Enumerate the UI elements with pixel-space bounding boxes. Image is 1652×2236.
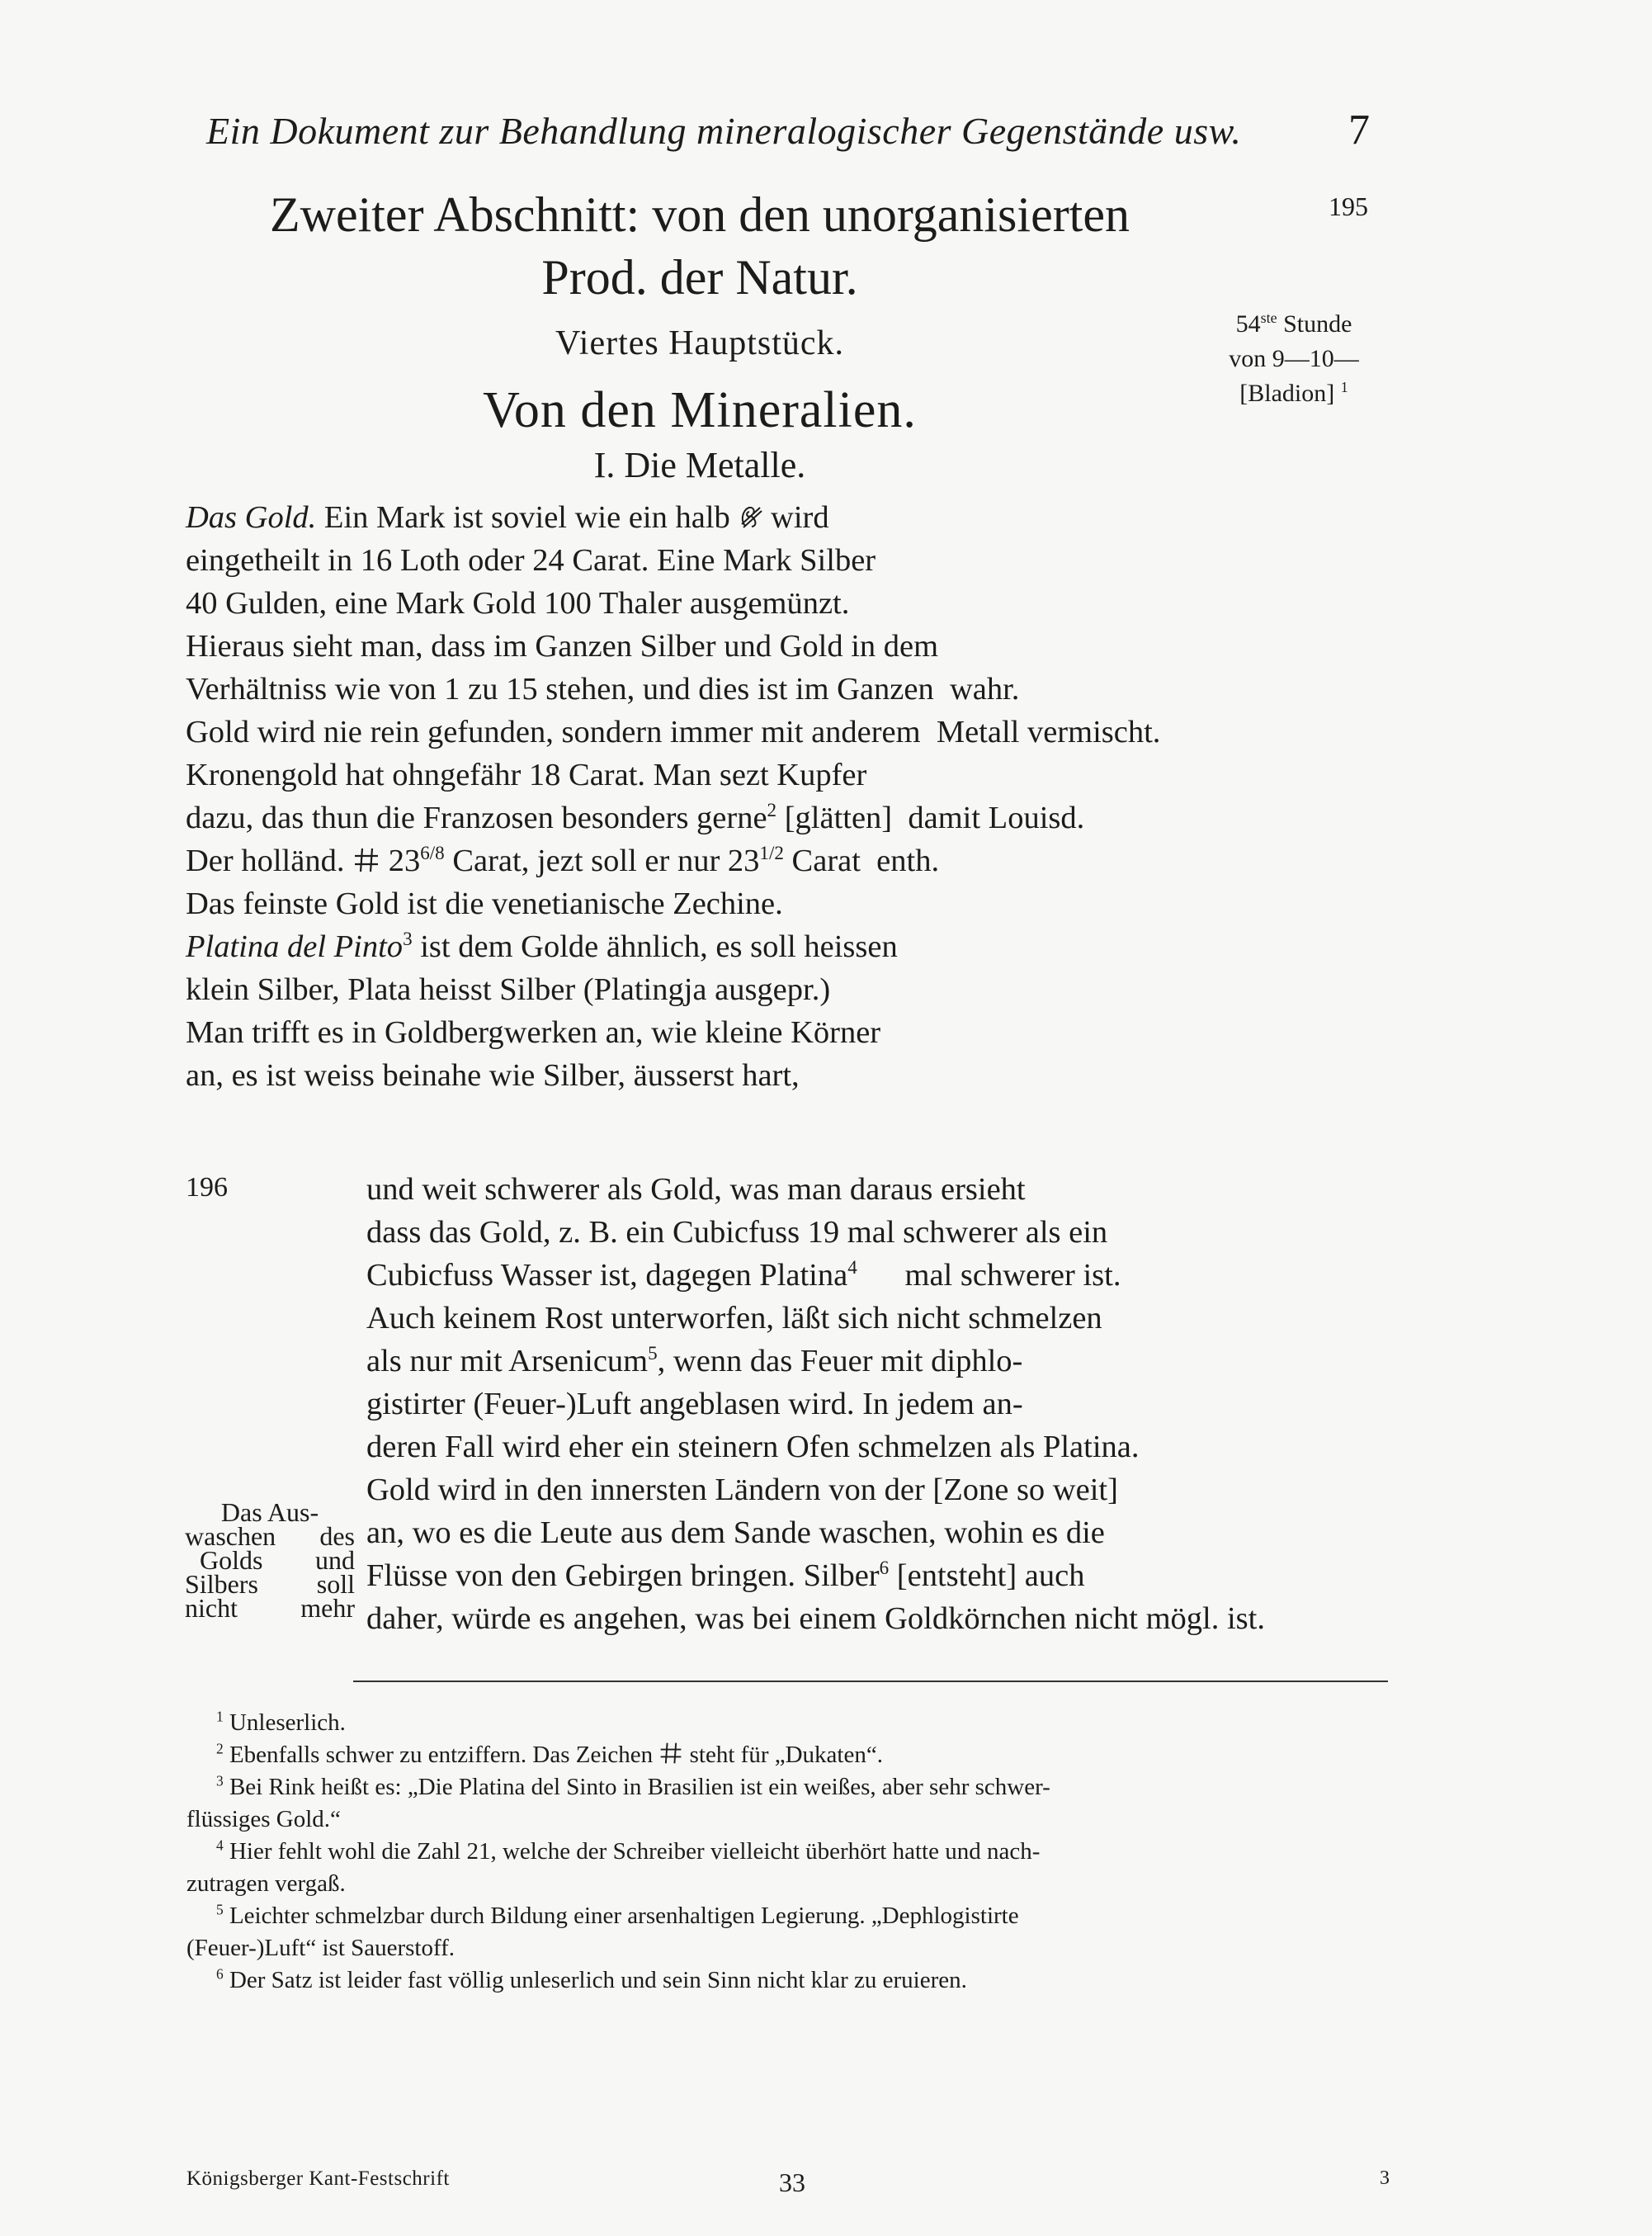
footnote: $^6$ Der Satz ist leider fast völlig unleserlich und sein Sinn nicht klar zu eruieren. — [216, 1965, 967, 1993]
running-title: Ein Dokument zur Behandlung mineralogischer Gegenstände usw. — [206, 110, 1242, 152]
text-line: Man trifft es in Goldbergwerken an, wie kleine Körner — [186, 1015, 881, 1050]
text-line: daher, würde es angehen, was bei einem Goldkörnchen nicht mögl. ist. — [366, 1601, 1265, 1636]
chapter-title: Von den Mineralien. — [483, 382, 917, 438]
text-line: Auch keinem Rost unterworfen, läßt sich nicht schmelzen — [366, 1301, 1102, 1335]
footer-page-number: 33 — [779, 2167, 805, 2197]
publication-title: Königsberger Kant-Festschrift — [186, 2167, 450, 2190]
text-line: Gold wird nie rein gefunden, sondern immer mit anderem Metall vermischt. — [186, 715, 1161, 749]
marginal-note-line: Das Aus- — [220, 1497, 319, 1527]
text-line: Verhältniss wie von 1 zu 15 stehen, und dies ist im Ganzen wahr. — [186, 672, 1020, 707]
lecture-note-line2: von 9—10— — [1229, 345, 1359, 372]
section-title-line2: Prod. der Natur. — [541, 250, 858, 305]
marginal-note-line: nicht mehr — [185, 1593, 355, 1623]
text-line: deren Fall wird eher ein steinern Ofen schmelzen als Platina. — [366, 1430, 1140, 1464]
footnote-continuation: flüssiges Gold.“ — [186, 1806, 341, 1832]
chapter-number: Viertes Hauptstück. — [555, 324, 845, 362]
text-line: dass das Gold, z. B. ein Cubicfuss 19 mal schwerer als ein — [366, 1215, 1108, 1250]
text-line: Das Gold. Ein Mark ist soviel wie ein halb wird — [186, 500, 829, 535]
marginal-note-line: waschen des — [185, 1521, 355, 1551]
footnote: $^3$ Bei Rink heißt es: „Die Platina del Sinto in Brasilien ist ein weißes, aber sehr schwer- — [216, 1772, 1050, 1800]
text-line: und weit schwerer als Gold, was man daraus ersieht — [366, 1172, 1026, 1207]
text-line: gistirter (Feuer-)Luft angeblasen wird. In jedem an- — [366, 1387, 1023, 1421]
ducat-symbol-icon — [658, 1741, 683, 1766]
text-line: 40 Gulden, eine Mark Gold 100 Thaler ausgemünzt. — [186, 586, 850, 621]
signature-mark: 3 — [1380, 2167, 1390, 2189]
paragraph-gold — [186, 496, 1160, 1097]
ducat-symbol-icon — [352, 846, 380, 874]
text-line: Der holländ. $23^{6/8}$ Carat, jezt soll er nur $23^{1/2}$ Carat enth. — [186, 842, 940, 878]
text-line: dazu, das thun die Franzosen besonders gerne$^2$ [glätten] damit Louisd. — [186, 799, 1085, 835]
text-line: Kronengold hat ohngefähr 18 Carat. Man sezt Kupfer — [186, 758, 867, 792]
text-line: Flüsse von den Gebirgen bringen. Silber$^6$ [entsteht] auch — [366, 1557, 1085, 1593]
text-line: Cubicfuss Wasser ist, dagegen Platina$^4$ mal schwerer ist. — [366, 1256, 1121, 1293]
lecture-note-line1: 54ste Stunde — [1235, 310, 1352, 338]
footnote-rule — [353, 1681, 1388, 1682]
marginal-note — [185, 1497, 355, 1623]
footnote: $^2$ Ebenfalls schwer zu entziffern. Das Zeichen steht für „Dukaten“. — [216, 1740, 883, 1768]
footnote: $^5$ Leichter schmelzbar durch Bildung einer arsenhaltigen Legierung. „Dephlogistirte — [216, 1901, 1019, 1929]
marginal-note-line: Silbers soll — [185, 1569, 355, 1599]
text-line: klein Silber, Plata heisst Silber (Platingja ausgepr.) — [186, 972, 831, 1007]
section-title — [205, 183, 1195, 309]
marginal-note-line: Golds und — [200, 1545, 355, 1575]
section-title-line1: Zweiter Abschnitt: von den unorganisierten — [269, 187, 1130, 242]
lecture-note — [1187, 307, 1401, 411]
text-line: Platina del Pinto$^3$ ist dem Golde ähnlich, es soll heissen — [186, 928, 898, 964]
text-line: Gold wird in den innersten Ländern von der [Zone so weit] — [366, 1473, 1118, 1507]
text-line: eingetheilt in 16 Loth oder 24 Carat. Eine Mark Silber — [186, 543, 876, 578]
text-line: Hieraus sieht man, dass im Ganzen Silber und Gold in dem — [186, 629, 939, 664]
text-line: an, wo es die Leute aus dem Sande waschen, wohin es die — [366, 1515, 1105, 1550]
footnote: $^4$ Hier fehlt wohl die Zahl 21, welche der Schreiber vielleicht überhört hatte und nach- — [216, 1837, 1041, 1865]
footnote-continuation: (Feuer-)Luft“ ist Sauerstoff. — [186, 1935, 455, 1961]
text-line: Das feinste Gold ist die venetianische Zechine. — [186, 886, 783, 921]
text-line: an, es ist weiss beinahe wie Silber, äusserst hart, — [186, 1058, 800, 1093]
page-number: 7 — [1348, 106, 1370, 154]
subsection-heading: I. Die Metalle. — [593, 445, 806, 485]
lecture-note-line3: [Bladion] $^1$ — [1239, 379, 1348, 407]
footnotes — [186, 1707, 1391, 1997]
margin-page-reference: 195 — [1329, 191, 1368, 221]
text-line: als nur mit Arsenicum$^5$, wenn das Feuer mit diphlo- — [366, 1342, 1023, 1378]
paragraph-platina — [366, 1168, 1265, 1640]
footnote: $^1$ Unleserlich. — [216, 1708, 346, 1736]
pound-weight-icon — [738, 503, 762, 531]
margin-page-reference: 196 — [186, 1172, 228, 1203]
footnote-continuation: zutragen vergaß. — [186, 1870, 346, 1897]
